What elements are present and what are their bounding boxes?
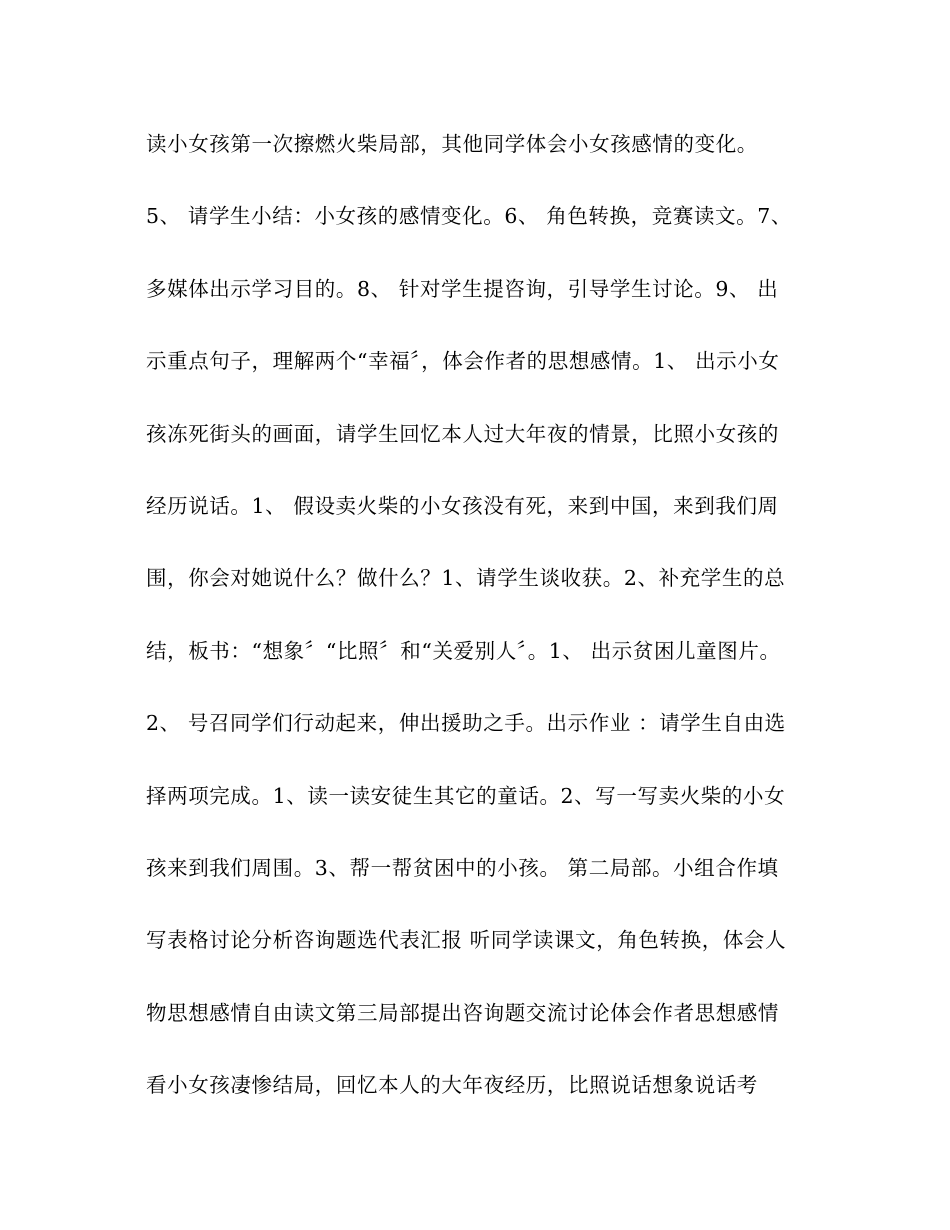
text-line-5: 孩冻死街头的画面，请学生回忆本人过大年夜的情景，比照小女孩的 [146,421,779,446]
text-line-1: 读小女孩第一次擦燃火柴局部，其他同学体会小女孩感情的变化。 [146,132,758,156]
text-line-14: 看小女孩凄惨结局，回忆本人的大年夜经历，比照说话想象说话考 [146,1073,758,1098]
text-line-3: 多媒体出示学习目的。8、 针对学生提咨询，引导学生讨论。9、 出 [146,276,779,301]
text-line-4: 示重点句子，理解两个“幸福〞，体会作者的思想感情。1、 出示小女 [146,349,780,374]
text-line-13: 物思想感情自由读文第三局部提出咨询题交流讨论体会作者思想感情 [146,1000,779,1025]
body-text [146,116,816,1129]
text-line-11: 孩来到我们周围。3、帮一帮贫困中的小孩。 第二局部。小组合作填 [146,855,779,880]
text-line-12: 写表格讨论分析咨询题选代表汇报 听同学读课文，角色转换，体会人 [146,928,787,953]
text-line-2: 5、 请学生小结：小女孩的感情变化。6、 角色转换，竞赛读文。7、 [146,204,792,229]
text-line-6: 经历说话。1、 假设卖火柴的小女孩没有死，来到中国，来到我们周 [146,493,779,518]
text-line-7: 围，你会对她说什么？做什么？1、请学生谈收获。2、补充学生的总 [146,566,786,591]
text-line-9: 2、 号召同学们行动起来，伸出援助之手。出示作业 ：请学生自由选 [146,711,786,736]
text-line-10: 择两项完成。1、读一读安徒生其它的童话。2、写一写卖火柴的小女 [146,783,786,808]
text-line-8: 结，板书：“想象〞“比照〞和“关爱别人〞。1、 出示贫困儿童图片。 [146,638,781,663]
